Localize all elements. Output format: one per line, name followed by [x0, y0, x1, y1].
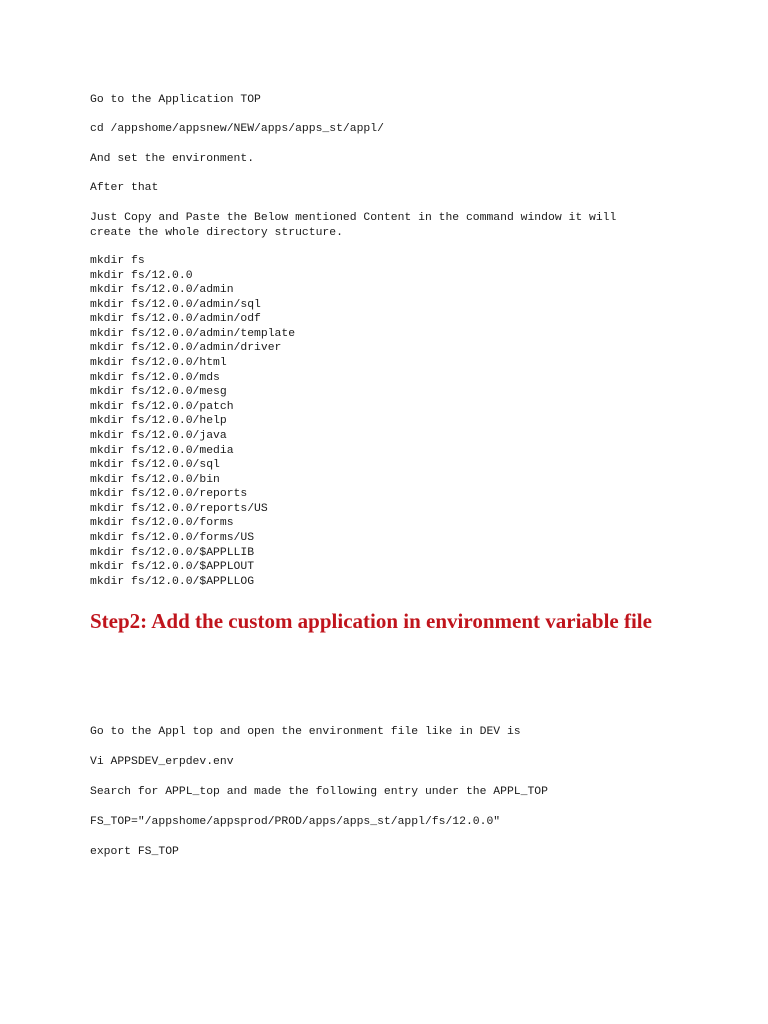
mkdir-command-line: mkdir fs/12.0.0/$APPLLOG — [90, 575, 255, 588]
outro-line-export-fs-top: export FS_TOP — [90, 846, 179, 858]
outro-line-vi-env-file: Vi APPSDEV_erpdev.env — [90, 756, 234, 768]
mkdir-command-line: mkdir fs/12.0.0/admin/odf — [90, 313, 261, 326]
mkdir-command-line: mkdir fs/12.0.0/reports — [90, 488, 248, 501]
intro-line-directory-structure: create the whole directory structure. — [90, 227, 343, 239]
outro-line-search-appl-top: Search for APPL_top and made the following entry under the APPL_TOP — [90, 786, 548, 798]
mkdir-command-line: mkdir fs/12.0.0/mesg — [90, 386, 227, 399]
step2-heading: Step2: Add the custom application in environment variable file — [90, 609, 652, 633]
mkdir-command-list — [90, 254, 295, 589]
intro-line-cd-command: cd /appshome/appsnew/NEW/apps/apps_st/appl/ — [90, 123, 384, 135]
mkdir-command-line: mkdir fs/12.0.0/forms — [90, 517, 234, 530]
intro-line-application-top: Go to the Application TOP — [90, 94, 261, 106]
mkdir-command-line: mkdir fs/12.0.0/html — [90, 357, 227, 370]
mkdir-command-line: mkdir fs/12.0.0/admin — [90, 284, 234, 297]
outro-line-appl-top: Go to the Appl top and open the environment file like in DEV is — [90, 726, 521, 738]
intro-line-set-environment: And set the environment. — [90, 153, 255, 165]
mkdir-command-line: mkdir fs — [90, 255, 145, 267]
mkdir-command-line: mkdir fs/12.0.0 — [90, 269, 193, 282]
intro-line-copy-paste: Just Copy and Paste the Below mentioned Content in the command window it will — [90, 212, 617, 224]
outro-line-fs-top-assignment: FS_TOP="/appshome/appsprod/PROD/apps/apps_st/appl/fs/12.0.0" — [90, 816, 501, 828]
mkdir-command-line: mkdir fs/12.0.0/admin/sql — [90, 298, 261, 311]
mkdir-command-line: mkdir fs/12.0.0/java — [90, 429, 227, 442]
mkdir-command-line: mkdir fs/12.0.0/reports/US — [90, 502, 268, 515]
mkdir-command-line: mkdir fs/12.0.0/sql — [90, 459, 220, 472]
mkdir-command-line: mkdir fs/12.0.0/help — [90, 415, 227, 428]
mkdir-command-line: mkdir fs/12.0.0/forms/US — [90, 531, 255, 544]
mkdir-command-line: mkdir fs/12.0.0/media — [90, 444, 234, 457]
mkdir-command-line: mkdir fs/12.0.0/$APPLLIB — [90, 546, 255, 559]
mkdir-command-line: mkdir fs/12.0.0/admin/template — [90, 327, 296, 340]
mkdir-command-line: mkdir fs/12.0.0/admin/driver — [90, 342, 282, 355]
intro-line-after-that: After that — [90, 182, 159, 194]
mkdir-command-line: mkdir fs/12.0.0/patch — [90, 400, 234, 413]
mkdir-command-line: mkdir fs/12.0.0/$APPLOUT — [90, 561, 255, 574]
mkdir-command-line: mkdir fs/12.0.0/mds — [90, 371, 220, 384]
mkdir-command-line: mkdir fs/12.0.0/bin — [90, 473, 220, 486]
